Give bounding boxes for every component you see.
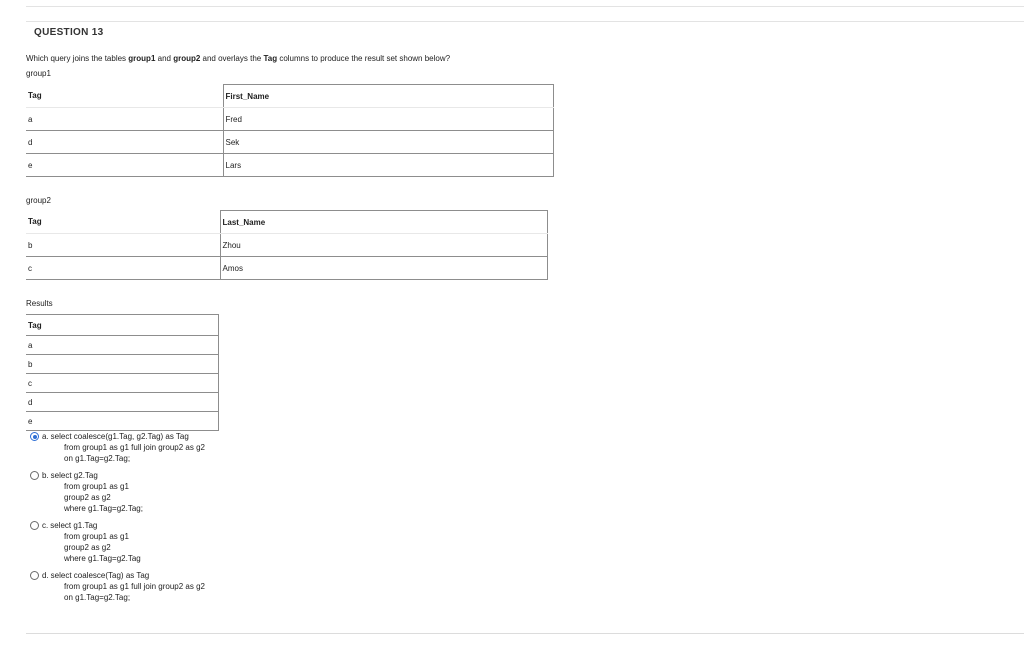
table-cell: d [26, 393, 219, 412]
option-line: select g1.Tag [50, 521, 98, 530]
column-header: First_Name [223, 85, 554, 108]
table-row [26, 108, 554, 131]
table-header-row [26, 85, 554, 108]
table-header-row [26, 211, 548, 234]
option-line: group2 as g2 [64, 543, 111, 552]
option-c[interactable] [30, 520, 205, 564]
table-cell: Sek [223, 131, 554, 154]
option-line: from group1 as g1 [64, 482, 129, 491]
table-row [26, 393, 219, 412]
option-letter: b. [42, 471, 49, 480]
group1-table [26, 84, 554, 177]
table-cell: a [26, 336, 219, 355]
option-line: from group1 as g1 [64, 532, 129, 541]
option-line: select coalesce(Tag) as Tag [50, 571, 150, 580]
column-header: Tag [26, 315, 219, 336]
option-letter: d. [42, 571, 49, 580]
column-header: Tag [26, 211, 220, 234]
header-divider [26, 21, 1024, 22]
group1-label: group1 [26, 69, 51, 78]
table-header-row [26, 315, 219, 336]
radio-icon[interactable] [30, 521, 39, 530]
answer-options [30, 431, 205, 609]
table-row [26, 234, 548, 257]
radio-icon[interactable] [30, 571, 39, 580]
table-cell: Lars [223, 154, 554, 177]
option-letter: a. [42, 432, 49, 441]
table-cell: Fred [223, 108, 554, 131]
option-a[interactable] [30, 431, 205, 464]
question-text: Which query joins the tables group1 and group2 and overlays the Tag columns to produce the result set shown below? [26, 54, 451, 63]
table-row [26, 154, 554, 177]
bottom-divider [26, 633, 1024, 634]
table-row [26, 131, 554, 154]
table-cell: e [26, 412, 219, 431]
option-line: from group1 as g1 full join group2 as g2 [64, 443, 205, 452]
table-row [26, 374, 219, 393]
option-line: on g1.Tag=g2.Tag; [64, 593, 131, 602]
table-cell: b [26, 355, 219, 374]
option-line: where g1.Tag=g2.Tag [64, 554, 141, 563]
radio-selected-icon[interactable] [30, 432, 39, 441]
option-line: on g1.Tag=g2.Tag; [64, 454, 131, 463]
column-header: Tag [26, 85, 223, 108]
option-line: select coalesce(g1.Tag, g2.Tag) as Tag [50, 432, 189, 441]
option-line: where g1.Tag=g2.Tag; [64, 504, 143, 513]
option-line: group2 as g2 [64, 493, 111, 502]
table-cell: c [26, 257, 220, 280]
group2-label: group2 [26, 196, 51, 205]
table-cell: Amos [220, 257, 548, 280]
results-label: Results [26, 299, 53, 308]
table-cell: c [26, 374, 219, 393]
table-row [26, 257, 548, 280]
table-row [26, 336, 219, 355]
table-row [26, 355, 219, 374]
radio-icon[interactable] [30, 471, 39, 480]
table-cell: a [26, 108, 223, 131]
option-line: select g2.Tag [50, 471, 98, 480]
top-divider [26, 6, 1024, 7]
question-title: QUESTION 13 [34, 27, 104, 38]
table-row [26, 412, 219, 431]
table-cell: d [26, 131, 223, 154]
table-cell: Zhou [220, 234, 548, 257]
option-letter: c. [42, 521, 49, 530]
table-cell: b [26, 234, 220, 257]
table-cell: e [26, 154, 223, 177]
column-header: Last_Name [220, 211, 548, 234]
option-line: from group1 as g1 full join group2 as g2 [64, 582, 205, 591]
group2-table [26, 210, 548, 280]
results-table [26, 314, 219, 431]
option-b[interactable] [30, 470, 205, 514]
option-d[interactable] [30, 570, 205, 603]
